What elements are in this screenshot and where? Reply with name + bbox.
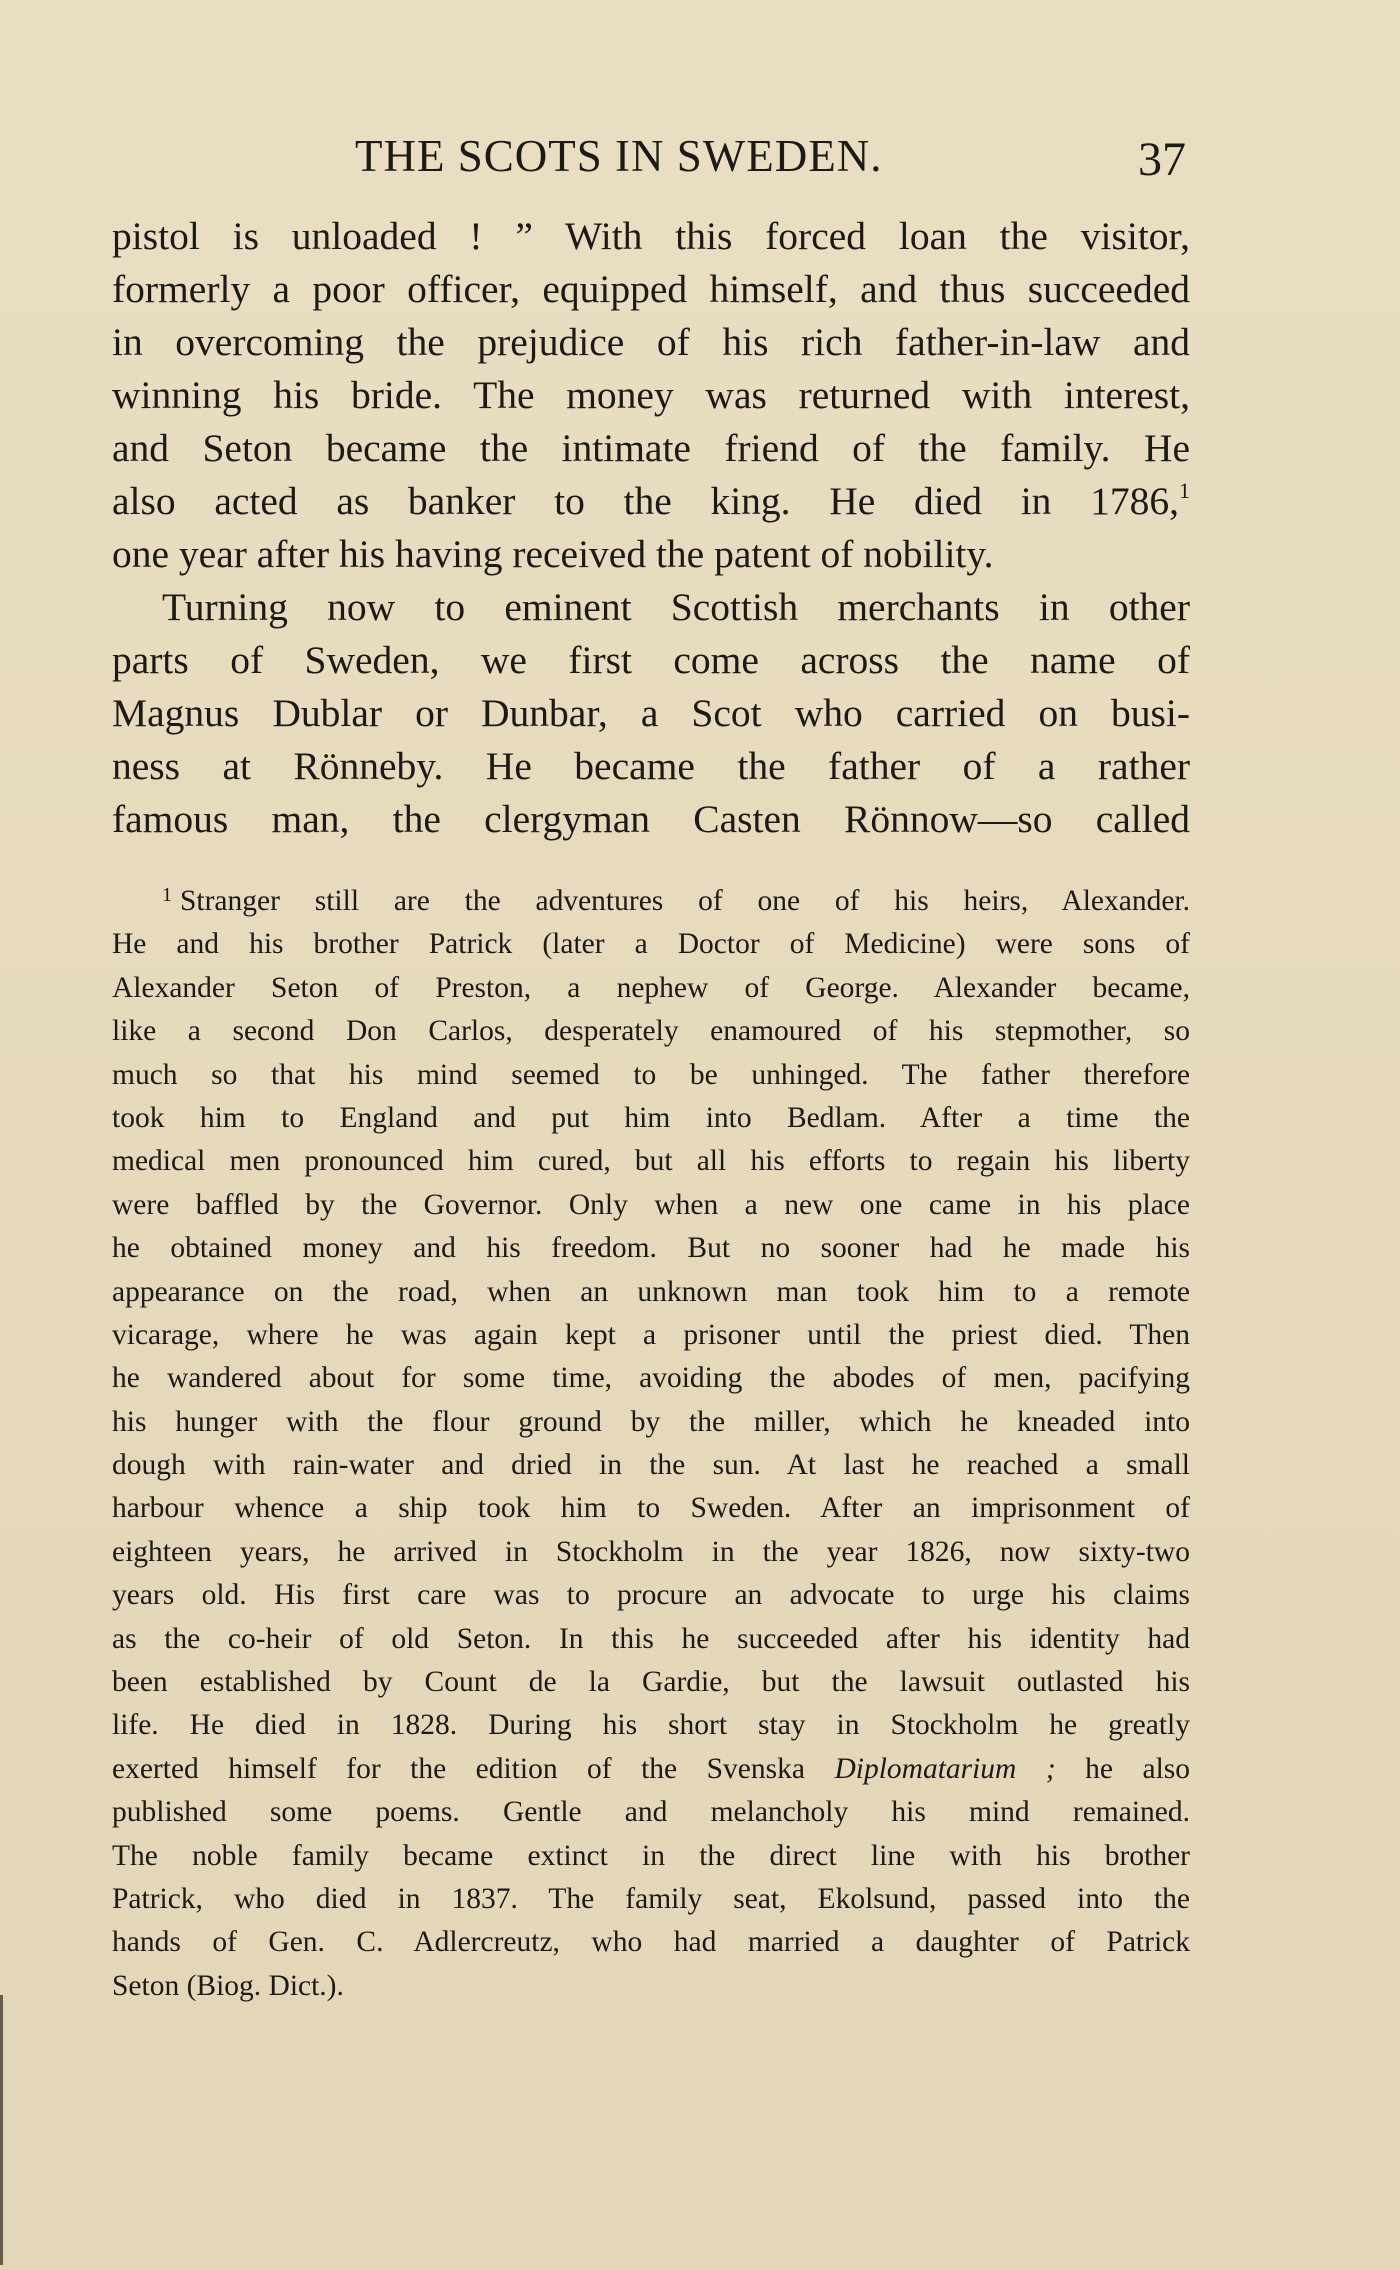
- text-line: in overcoming the prejudice of his rich father-in-law and: [112, 320, 1190, 364]
- text-line: pistol is unloaded ! ” With this forced loan the visitor,: [112, 214, 1190, 258]
- text-line-content: also acted as banker to the king. He died in 1786,: [112, 479, 1179, 523]
- footnote-line: published some poems. Gentle and melancholy his mind remained.: [112, 1796, 1190, 1829]
- binding-edge-line: [0, 1995, 3, 2265]
- footnote-line: eighteen years, he arrived in Stockholm in the year 1826, now sixty-two: [112, 1535, 1190, 1568]
- footnote-line: he obtained money and his freedom. But no sooner had he made his: [112, 1232, 1190, 1265]
- text-line: one year after his having received the patent of nobility.: [112, 532, 994, 576]
- footnote-line-with-italic: [112, 1748, 1190, 1791]
- text-line-with-note-ref: [112, 475, 1190, 528]
- italic-title: Diplomatarium ;: [834, 1752, 1056, 1785]
- footnote-first-line: [112, 880, 1190, 923]
- footnote-line: took him to England and put him into Bedlam. After a time the: [112, 1101, 1190, 1134]
- footnote-line: medical men pronounced him cured, but all his efforts to regain his liberty: [112, 1145, 1190, 1178]
- footnote-line: been established by Count de la Gardie, but the lawsuit outlasted his: [112, 1666, 1190, 1699]
- text-line: famous man, the clergyman Casten Rönnow—so called: [112, 797, 1190, 841]
- text-line: and Seton became the intimate friend of the family. He: [112, 426, 1190, 470]
- footnote-line: his hunger with the flour ground by the miller, which he kneaded into: [112, 1405, 1190, 1438]
- footnote-line-content: Stranger still are the adventures of one of his heirs, Alexander.: [180, 885, 1190, 917]
- footnote-line: years old. His first care was to procure an advocate to urge his claims: [112, 1579, 1190, 1612]
- footnote-line: Seton (Biog. Dict.).: [112, 1969, 344, 2002]
- text-line: winning his bride. The money was returned with interest,: [112, 373, 1190, 417]
- page-number: 37: [1138, 133, 1186, 186]
- text-line: Magnus Dublar or Dunbar, a Scot who carried on busi-: [112, 691, 1190, 735]
- paragraph-start-line: Turning now to eminent Scottish merchants in other: [162, 585, 1190, 629]
- footnote-line: much so that his mind seemed to be unhinged. The father therefore: [112, 1058, 1190, 1091]
- footnote-line: Alexander Seton of Preston, a nephew of George. Alexander became,: [112, 971, 1190, 1004]
- footnote-line: harbour whence a ship took him to Sweden. After an imprisonment of: [112, 1492, 1190, 1525]
- footnote-line: like a second Don Carlos, desperately enamoured of his stepmother, so: [112, 1015, 1190, 1048]
- footnote-line: dough with rain-water and dried in the sun. At last he reached a small: [112, 1449, 1190, 1482]
- text-line: formerly a poor officer, equipped himself, and thus succeeded: [112, 267, 1190, 311]
- text-line: ness at Rönneby. He became the father of a rather: [112, 744, 1190, 788]
- footnote-line-content: he also: [1085, 1752, 1190, 1785]
- footnote-line: were baffled by the Governor. Only when a new one came in his place: [112, 1188, 1190, 1221]
- footnote-line: Patrick, who died in 1837. The family seat, Ekolsund, passed into the: [112, 1882, 1190, 1915]
- footnote-reference: 1: [1179, 478, 1190, 503]
- footnote-line-content: exerted himself for the edition of the Svenska: [112, 1752, 805, 1785]
- footnote-line: as the co-heir of old Seton. In this he succeeded after his identity had: [112, 1622, 1190, 1655]
- footnote-line: hands of Gen. C. Adlercreutz, who had married a daughter of Patrick: [112, 1926, 1190, 1959]
- main-text: [112, 210, 1190, 846]
- footnote-line: appearance on the road, when an unknown man took him to a remote: [112, 1275, 1190, 1308]
- footnote-marker: 1: [162, 884, 172, 906]
- running-head: THE SCOTS IN SWEDEN.: [355, 131, 883, 181]
- text-line: parts of Sweden, we first come across the name of: [112, 638, 1190, 682]
- footnote-line: He and his brother Patrick (later a Doctor of Medicine) were sons of: [112, 928, 1190, 961]
- footnote-line: he wandered about for some time, avoiding the abodes of men, pacifying: [112, 1362, 1190, 1395]
- footnote-line: life. He died in 1828. During his short stay in Stockholm he greatly: [112, 1709, 1190, 1742]
- footnote: [112, 880, 1190, 2008]
- footnote-line: The noble family became extinct in the direct line with his brother: [112, 1839, 1190, 1872]
- footnote-line: vicarage, where he was again kept a prisoner until the priest died. Then: [112, 1318, 1190, 1351]
